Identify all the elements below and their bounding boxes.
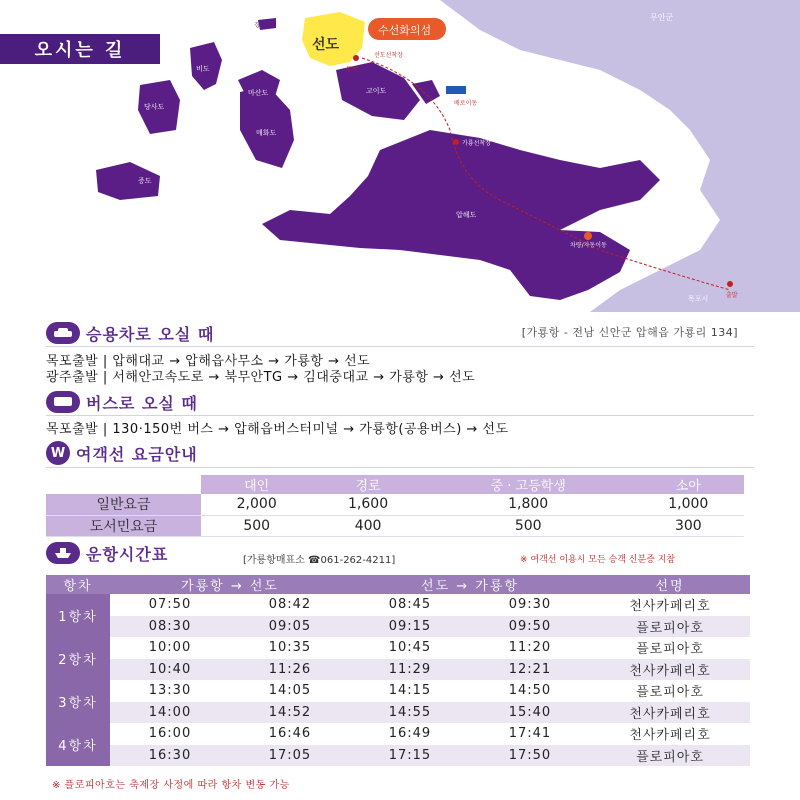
map-label-seondo-port: 도착 [346,66,358,73]
table-row [46,723,750,745]
time-cell: 13:30 [110,680,230,702]
fare-cell: 400 [312,515,423,536]
time-cell: 08:45 [350,594,470,616]
time-cell: 14:05 [230,680,350,702]
schedule-section-header [46,540,168,566]
won-icon: W [46,441,70,465]
time-cell: 09:50 [470,616,590,638]
car-pin [584,232,592,240]
time-cell: 14:50 [470,680,590,702]
time-cell: 10:40 [110,659,230,681]
time-cell: 14:55 [350,702,470,724]
time-cell: 10:00 [110,637,230,659]
map-label-masando: 마산도 [248,89,269,97]
table-row [46,594,750,616]
map-label-goido: 고이도 [366,87,387,95]
time-cell: 16:46 [230,723,350,745]
schedule-table [46,575,750,766]
schedule-warning: ※ 여객선 이용시 모든 승객 신분증 지참 [520,555,676,565]
time-cell: 17:15 [350,745,470,767]
time-cell: 16:00 [110,723,230,745]
time-cell: 09:15 [350,616,470,638]
bus-section-title: 버스로 오실 때 [86,393,198,413]
time-cell: 17:50 [470,745,590,767]
trip-label: 1항차 [46,594,110,637]
map-label-garyong-dock: 가룡선착장 [462,140,491,147]
map-label-depart: 출발 [726,292,738,299]
map-label-jeungdo: 증도 [138,177,152,185]
time-cell: 14:52 [230,702,350,724]
time-cell: 16:30 [110,745,230,767]
fare-header-student: 중 · 고등학생 [424,475,633,494]
table-row [46,745,750,767]
fare-header-row [46,475,744,494]
time-cell: 14:00 [110,702,230,724]
fare-cell: 2,000 [201,494,312,515]
fare-row [46,494,744,515]
time-cell: 11:26 [230,659,350,681]
fare-section-title: 여객선 요금안내 [76,444,198,464]
ship-cell: 천사카페리호 [590,723,750,745]
ship-icon [46,542,80,564]
garyong-pin [453,139,459,145]
map-label-aphaedo: 압해도 [456,211,477,219]
car-section-title: 승용차로 오실 때 [86,324,215,344]
ship-cell: 플로피아호 [590,745,750,767]
seondo-pin [353,55,359,61]
ship-cell: 천사카페리호 [590,594,750,616]
map-label-ferry: 배로이동 [454,100,478,107]
table-row [46,616,750,638]
fare-section-header [46,440,198,466]
fare-cell: 1,000 [633,494,744,515]
schedule-contact: [가룡항매표소 ☎061-262-4211] [243,555,396,566]
fare-cell: 500 [424,515,633,536]
divider [46,415,754,416]
fare-cell: 300 [633,515,744,536]
schedule-header-to-garyong: 선도 → 가룡항 [350,575,590,594]
fare-cell: 1,600 [312,494,423,515]
table-row [46,680,750,702]
map-label-gyeongdo: 경도 [254,22,266,29]
schedule-section-title: 운항시간표 [86,544,169,564]
schedule-footnote: ※ 플로피아호는 축제장 사정에 따라 항차 변동 가능 [52,780,290,791]
map-label-car: 차량/자동이동 [570,242,607,249]
map-label-seondo-dock: 선도선착장 [374,52,403,59]
ship-cell: 천사카페리호 [590,659,750,681]
fare-row-label: 일반요금 [46,494,201,515]
fare-row [46,515,744,536]
fare-cell: 500 [201,515,312,536]
time-cell: 14:15 [350,680,470,702]
trip-label: 2항차 [46,637,110,680]
table-row [46,637,750,659]
location-map [0,0,800,312]
time-cell: 09:05 [230,616,350,638]
time-cell: 08:30 [110,616,230,638]
fare-header-child: 소아 [633,475,744,494]
fare-row-label: 도서민요금 [46,515,201,536]
time-cell: 12:21 [470,659,590,681]
map-label-bido: 비도 [196,65,210,73]
time-cell: 10:35 [230,637,350,659]
table-row [46,702,750,724]
time-cell: 11:29 [350,659,470,681]
fare-header-senior: 경로 [312,475,423,494]
schedule-header-trip: 항차 [46,575,110,594]
schedule-header-row [46,575,750,594]
schedule-header-ship: 선명 [590,575,750,594]
fare-table [46,475,744,537]
page-title: 오시는 길 [0,34,160,64]
trip-label: 3항차 [46,680,110,723]
map-label-suseonhwa: 수선화의섬 [378,24,432,37]
map-label-dangsado: 당사도 [144,103,165,111]
ferry-icon [446,86,466,94]
car-address: [가룡항 - 전남 신안군 압해읍 가룡리 134] [521,326,738,339]
time-cell: 08:42 [230,594,350,616]
fare-header-blank [46,475,201,494]
time-cell: 16:49 [350,723,470,745]
ship-cell: 천사카페리호 [590,702,750,724]
car-route-gwangju: 광주출발 | 서해안고속도로 → 북무안TG → 김대중대교 → 가룡항 → 선도 [46,370,476,385]
time-cell: 17:05 [230,745,350,767]
car-route-mokpo: 목포출발 | 압해대교 → 압해읍사무소 → 가룡항 → 선도 [46,354,371,369]
map-label-muangun: 무안군 [650,13,674,22]
map-label-maehwado: 매화도 [256,129,277,137]
bus-icon [46,391,80,413]
divider [46,467,754,468]
schedule-header-to-seondo: 가룡항 → 선도 [110,575,350,594]
time-cell: 11:20 [470,637,590,659]
fare-cell: 1,800 [424,494,633,515]
ship-cell: 플로피아호 [590,680,750,702]
ship-cell: 플로피아호 [590,616,750,638]
bus-section-header [46,389,198,415]
bus-route: 목포출발 | 130·150번 버스 → 압해읍버스터미널 → 가룡항(공용버스) → 선도 [46,422,509,437]
depart-pin [727,281,733,287]
fare-header-adult: 대인 [201,475,312,494]
trip-label: 4항차 [46,723,110,766]
time-cell: 15:40 [470,702,590,724]
ship-cell: 플로피아호 [590,637,750,659]
time-cell: 09:30 [470,594,590,616]
map-label-seondo: 선도 [312,37,340,53]
map-label-mokposi: 목포시 [688,295,709,303]
time-cell: 10:45 [350,637,470,659]
car-section-header [46,320,214,346]
car-icon [46,322,80,344]
time-cell: 17:41 [470,723,590,745]
table-row [46,659,750,681]
divider [46,346,754,347]
time-cell: 07:50 [110,594,230,616]
